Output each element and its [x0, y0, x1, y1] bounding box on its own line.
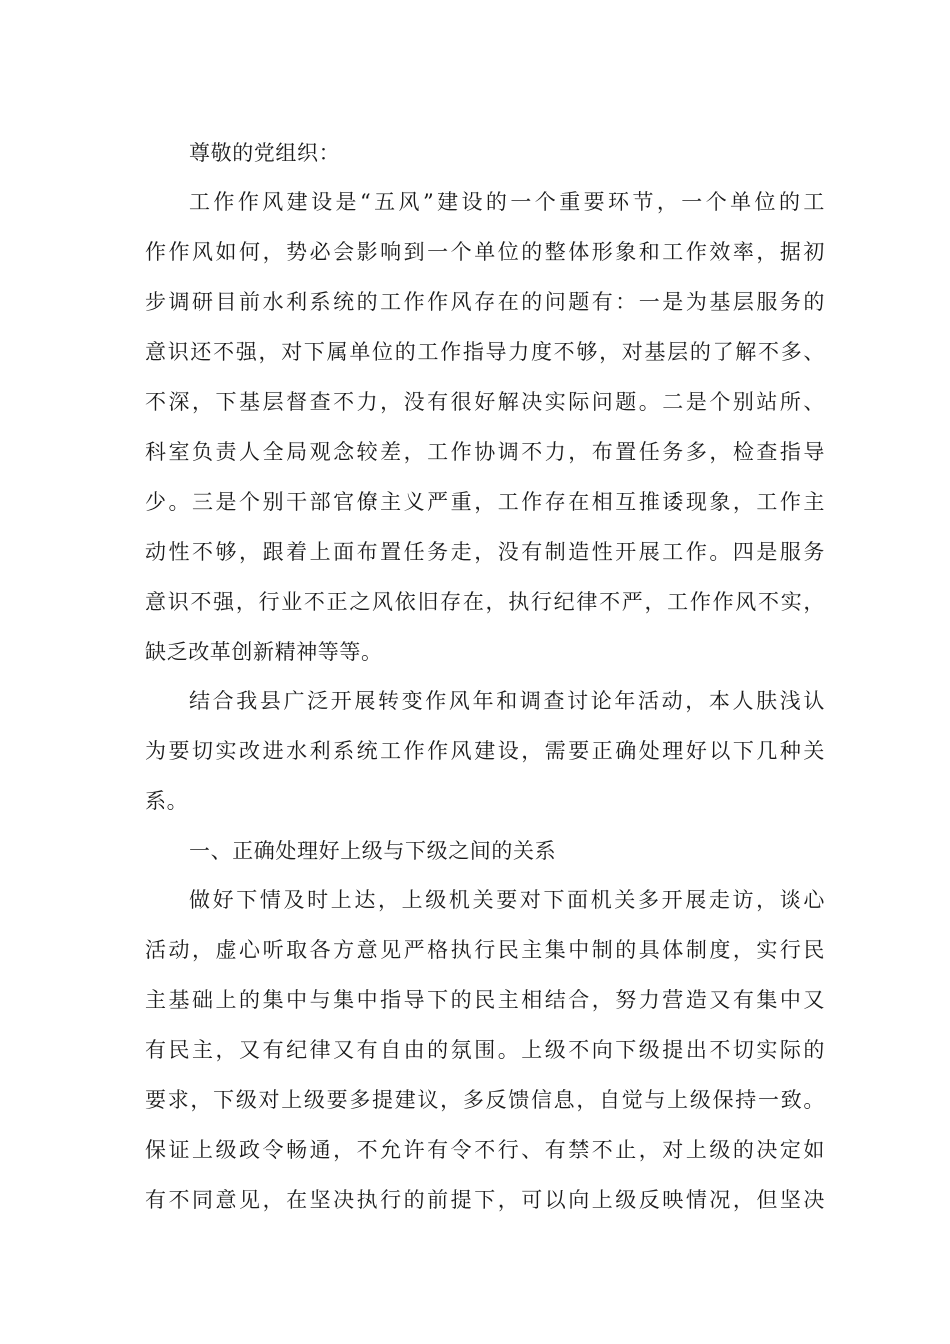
- paragraph-line: 主基础上的集中与集中指导下的民主相结合，努力营造又有集中又: [145, 988, 825, 1012]
- paragraph-line: 为要切实改进水利系统工作作风建设，需要正确处理好以下几种关: [145, 739, 825, 763]
- paragraph-line: 有民主，又有纪律又有自由的氛围。上级不向下级提出不切实际的: [145, 1038, 825, 1062]
- paragraph-line: 动性不够，跟着上面布置任务走，没有制造性开展工作。四是服务: [145, 540, 825, 564]
- paragraph-line: 科室负责人全局观念较差，工作协调不力，布置任务多，检查指导: [145, 440, 825, 464]
- paragraph-line: 保证上级政令畅通，不允许有令不行、有禁不止，对上级的决定如: [145, 1138, 825, 1162]
- paragraph-line: 意识不强，行业不正之风依旧存在，执行纪律不严，工作作风不实，: [145, 590, 825, 614]
- paragraph-line: 做好下情及时上达，上级机关要对下面机关多开展走访，谈心: [189, 888, 825, 912]
- paragraph-line: 不深，下基层督查不力，没有很好解决实际问题。二是个别站所、: [145, 390, 825, 414]
- salutation: 尊敬的党组织：: [189, 141, 341, 165]
- paragraph-line: 步调研目前水利系统的工作作风存在的问题有：一是为基层服务的: [145, 290, 825, 314]
- paragraph-line: 工作作风建设是“五风”建设的一个重要环节，一个单位的工: [189, 190, 825, 214]
- paragraph-line: 作作风如何，势必会影响到一个单位的整体形象和工作效率，据初: [145, 240, 825, 264]
- paragraph-line: 要求，下级对上级要多提建议，多反馈信息，自觉与上级保持一致。: [145, 1088, 825, 1112]
- paragraph-line: 系。: [145, 789, 189, 813]
- section-heading: 一、正确处理好上级与下级之间的关系: [189, 839, 557, 863]
- paragraph-line: 缺乏改革创新精神等等。: [145, 640, 383, 664]
- paragraph-line: 结合我县广泛开展转变作风年和调查讨论年活动，本人肤浅认: [189, 689, 825, 713]
- paragraph-line: 有不同意见，在坚决执行的前提下，可以向上级反映情况，但坚决: [145, 1188, 825, 1212]
- paragraph-line: 意识还不强，对下属单位的工作指导力度不够，对基层的了解不多、: [145, 340, 825, 364]
- paragraph-line: 活动，虚心听取各方意见严格执行民主集中制的具体制度，实行民: [145, 938, 825, 962]
- paragraph-line: 少。三是个别干部官僚主义严重，工作存在相互推诿现象，工作主: [145, 490, 825, 514]
